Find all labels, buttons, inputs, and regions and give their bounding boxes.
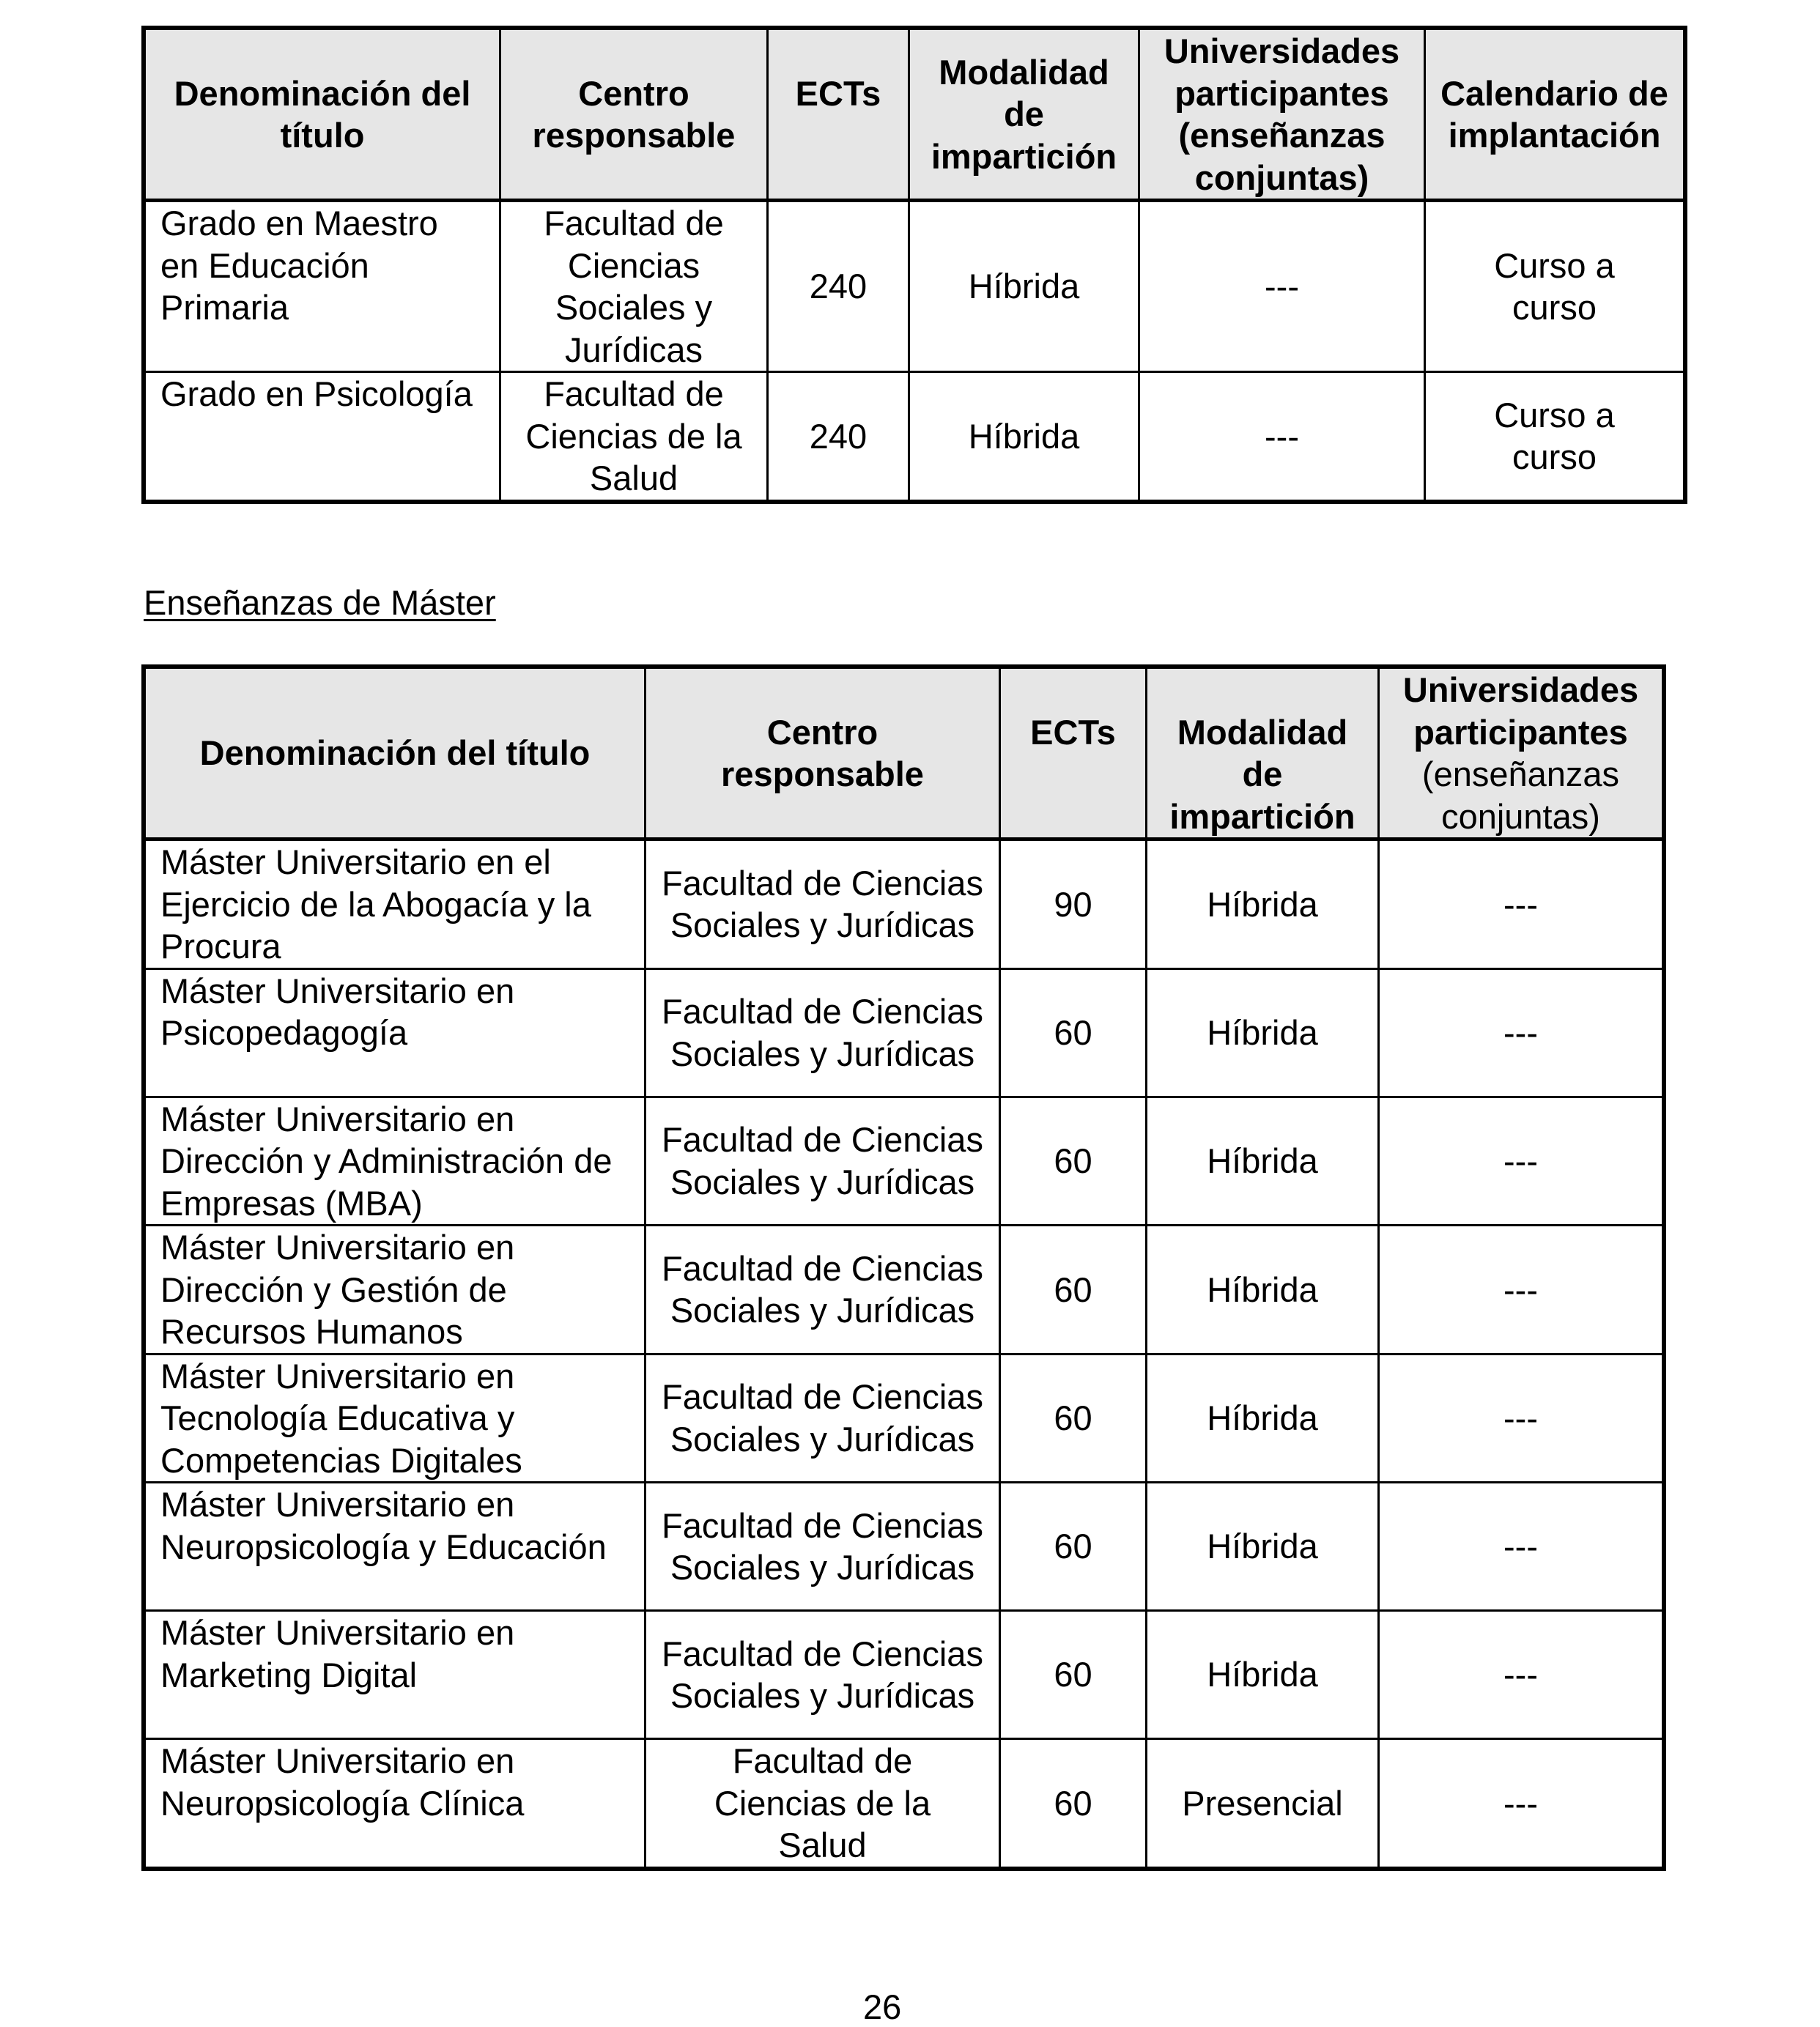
cell-universidades: ---	[1139, 201, 1425, 372]
cell-universidades: ---	[1379, 1483, 1663, 1611]
cell-calendario: Curso a curso	[1425, 201, 1684, 372]
section-heading-master: Enseñanzas de Máster	[144, 583, 496, 622]
table-header-row	[145, 29, 1684, 201]
header-universidades-bold: Universidades participantes	[1402, 670, 1639, 752]
cell-ects: 60	[1000, 1097, 1147, 1226]
cell-modalidad: Presencial	[1147, 1739, 1379, 1868]
cell-universidades: ---	[1379, 1097, 1663, 1226]
cell-centro: Facultad de Ciencias Sociales y Jurídicas	[645, 1611, 1000, 1739]
table-row	[145, 968, 1663, 1097]
table-row	[145, 1611, 1663, 1739]
table-row	[145, 1226, 1663, 1355]
cell-centro: Facultad de Ciencias Sociales y Jurídicas	[645, 968, 1000, 1097]
cell-title: Máster Universitario en Psicopedagogía	[145, 968, 645, 1097]
header-ects: ECTs	[1000, 668, 1147, 840]
cell-title: Grado en Maestro en Educación Primaria	[145, 201, 500, 372]
table-row	[145, 1739, 1663, 1868]
table-row	[145, 1483, 1663, 1611]
cell-ects: 90	[1000, 840, 1147, 969]
cell-title: Máster Universitario en Neuropsicología y Educación	[145, 1483, 645, 1611]
header-universidades	[1379, 668, 1663, 840]
cell-calendario: Curso a curso	[1425, 372, 1684, 501]
page-number: 26	[863, 1987, 902, 2026]
cell-modalidad: Híbrida	[909, 201, 1139, 372]
table-row	[145, 1354, 1663, 1483]
cell-centro: Facultad de Ciencias Sociales y Jurídicas	[645, 1483, 1000, 1611]
table-row	[145, 201, 1684, 372]
cell-centro: Facultad de Ciencias Sociales y Jurídicas	[645, 840, 1000, 969]
cell-ects: 60	[1000, 1739, 1147, 1868]
cell-ects: 60	[1000, 1611, 1147, 1739]
table-row	[145, 1097, 1663, 1226]
header-ects: ECTs	[768, 29, 909, 201]
header-modalidad: Modalidad de impartición	[909, 29, 1139, 201]
cell-title: Máster Universitario en el Ejercicio de la Abogacía y la Procura	[145, 840, 645, 969]
cell-title: Máster Universitario en Tecnología Educativa y Competencias Digitales	[145, 1354, 645, 1483]
header-universidades: Universidades participantes (enseñanzas conjuntas)	[1139, 29, 1425, 201]
cell-centro: Facultad de Ciencias Sociales y Jurídicas	[645, 1097, 1000, 1226]
cell-modalidad: Híbrida	[1147, 1354, 1379, 1483]
cell-ects: 60	[1000, 1483, 1147, 1611]
cell-title: Máster Universitario en Dirección y Administración de Empresas (MBA)	[145, 1097, 645, 1226]
header-centro: Centro responsable	[500, 29, 768, 201]
header-universidades-note: (enseñanzas conjuntas)	[1421, 755, 1620, 836]
cell-modalidad: Híbrida	[1147, 968, 1379, 1097]
cell-universidades: ---	[1379, 1611, 1663, 1739]
cell-title: Máster Universitario en Dirección y Gestión de Recursos Humanos	[145, 1226, 645, 1355]
table-row	[145, 840, 1663, 969]
cell-universidades: ---	[1379, 1739, 1663, 1868]
cell-universidades: ---	[1379, 1354, 1663, 1483]
table-header-row	[145, 668, 1663, 840]
cell-ects: 60	[1000, 1354, 1147, 1483]
cell-centro: Facultad de Ciencias Sociales y Jurídicas	[645, 1354, 1000, 1483]
cell-ects: 60	[1000, 968, 1147, 1097]
master-table	[144, 667, 1664, 1869]
header-modalidad: Modalidad de impartición	[1147, 668, 1379, 840]
cell-centro: Facultad de Ciencias de la Salud	[645, 1739, 1000, 1868]
table-row	[145, 372, 1684, 501]
cell-centro: Facultad de Ciencias Sociales y Jurídicas	[500, 201, 768, 372]
cell-modalidad: Híbrida	[1147, 1226, 1379, 1355]
cell-modalidad: Híbrida	[1147, 1483, 1379, 1611]
cell-ects: 60	[1000, 1226, 1147, 1355]
cell-ects: 240	[768, 201, 909, 372]
cell-universidades: ---	[1139, 372, 1425, 501]
cell-universidades: ---	[1379, 840, 1663, 969]
cell-universidades: ---	[1379, 1226, 1663, 1355]
cell-modalidad: Híbrida	[1147, 1611, 1379, 1739]
cell-universidades: ---	[1379, 968, 1663, 1097]
cell-title: Grado en Psicología	[145, 372, 500, 501]
grado-table	[144, 28, 1685, 502]
header-centro: Centro responsable	[645, 668, 1000, 840]
header-denominacion: Denominación del título	[145, 29, 500, 201]
cell-centro: Facultad de Ciencias Sociales y Jurídicas	[645, 1226, 1000, 1355]
cell-ects: 240	[768, 372, 909, 501]
header-denominacion: Denominación del título	[145, 668, 645, 840]
cell-centro: Facultad de Ciencias de la Salud	[500, 372, 768, 501]
cell-title: Máster Universitario en Marketing Digital	[145, 1611, 645, 1739]
cell-title: Máster Universitario en Neuropsicología Clínica	[145, 1739, 645, 1868]
cell-modalidad: Híbrida	[909, 372, 1139, 501]
cell-modalidad: Híbrida	[1147, 840, 1379, 969]
header-calendario: Calendario de implantación	[1425, 29, 1684, 201]
cell-modalidad: Híbrida	[1147, 1097, 1379, 1226]
